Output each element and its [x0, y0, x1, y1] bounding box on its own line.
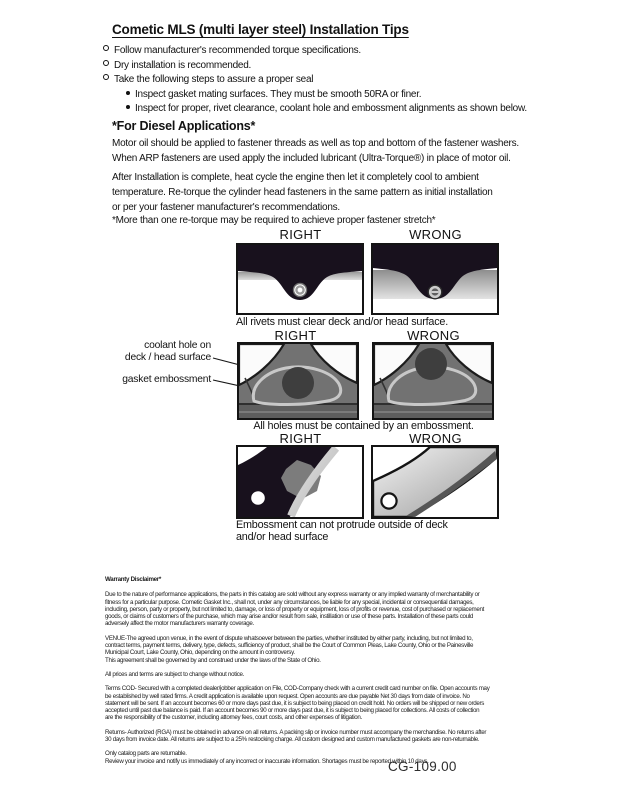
filled-bullet-icon: [126, 91, 130, 95]
text-line: After Installation is complete, heat cycle the engine then let it completely cool to ambient: [112, 172, 479, 183]
rivet-caption: All rivets must clear deck and/or head surface.: [236, 316, 449, 328]
text-line: VENUE-The agreed upon venue, in the event of dispute whatsoever between the parties, whether instituted by either party, including, but not limited to,: [105, 634, 473, 642]
prices-note: All prices and terms are subject to change without notice.: [105, 670, 245, 678]
open-bullet-icon: [103, 45, 109, 51]
text-line: deck / head surface: [124, 351, 211, 363]
installation-tips-list: [112, 44, 527, 117]
page-title: Cometic MLS (multi layer steel) Installation Tips: [112, 22, 409, 37]
text-line: coolant hole on: [144, 340, 211, 351]
text-line: goods, or claims of customers of the purchase, which may arise and/or result from sale, instillation or use of these parts. Installation of these parts could: [105, 613, 474, 621]
filled-bullet-icon: [126, 105, 130, 109]
diesel-applications-heading: *For Diesel Applications*: [112, 119, 256, 133]
coolant-caption: All holes must be contained by an embossment.: [253, 420, 474, 432]
list-item: [103, 59, 527, 74]
right-label: RIGHT: [274, 328, 317, 343]
text-line: statement will be sent. If an account becomes 60 or more days past due, it is subject to being placed on credit hold. No orders will be shipped or new orders: [105, 699, 485, 707]
text-line: including, person, party or property, but not limited to, damage, or loss of property or equipment, loss of profits or revenue, cost of purchased or replacement: [105, 605, 485, 613]
diagram-emboss-right-panel: [236, 445, 364, 519]
text-line: and/or head surface: [236, 531, 329, 544]
open-bullet-icon: [103, 74, 109, 80]
text-line: Review your invoice and notify us immediately of any incorrect or inaccurate information. Shortages must be reported within 10 days.: [105, 757, 429, 765]
text-line: Municipal Court, Lake County, Ohio, depending on the amount in controversy.: [105, 649, 295, 657]
wrong-label: WRONG: [407, 328, 460, 343]
returns-paragraph: [105, 729, 490, 744]
text-line: Only catalog parts are returnable.: [105, 750, 187, 758]
terms-paragraph: [105, 685, 490, 721]
warranty-paragraph: [105, 591, 490, 627]
diagram-rivet-right-panel: [236, 243, 364, 315]
text-line: 30 days from invoice date. All returns are subject to a 25% restocking charge. All custom designed and custom manufactured gaskets are non-returnable.: [105, 736, 480, 744]
gasket-embossment-label: gasket embossment: [122, 374, 211, 385]
text-line: Terms COD- Secured with a completed dealer/jobber application on File, COD-Company check with a current credit card number on file. Open accounts may: [105, 685, 490, 693]
venue-paragraph: [105, 635, 490, 664]
text-line: Embossment can not protrude outside of deck: [236, 519, 448, 531]
retorque-note: *More than one re-torque may be required to achieve proper fastener stretch*: [112, 215, 436, 226]
right-label: RIGHT: [279, 431, 322, 446]
list-item-text: Inspect for proper, rivet clearance, coolant hole and embossment alignments as shown below.: [135, 103, 527, 115]
warranty-heading: Warranty Disclaimer*: [105, 576, 162, 583]
diesel-paragraph-1: [112, 137, 519, 167]
wrong-label: WRONG: [409, 227, 462, 242]
diesel-paragraph-2: [112, 171, 493, 215]
text-line: This agreement shall be governed by and construed under the laws of the State of Ohio.: [105, 656, 321, 664]
text-line: temperature. Re-torque the cylinder head fasteners in the same pattern as initial installation: [112, 186, 493, 198]
list-item-text: Follow manufacturer's recommended torque specifications.: [114, 45, 361, 56]
open-bullet-icon: [103, 60, 109, 66]
text-line: are the responsibility of the customer, including attorney fees, court costs, and other expenses of litigation.: [105, 714, 362, 722]
list-item-text: Take the following steps to assure a proper seal: [114, 74, 314, 86]
text-line: contract terms, payment terms, delivery, type, defects, sufficiency of product, shall be the Court of Common Pleas, Lake County, Ohio or the Painesville: [105, 642, 474, 650]
diagram-emboss-wrong-panel: [371, 445, 499, 519]
text-line: Returns- Authorized (RGA) must be obtained in advance on all returns. A packing slip or invoice number must accompany the merchandise. No returns after: [105, 728, 487, 736]
diagram-coolant-right-panel: [237, 342, 359, 420]
right-label: RIGHT: [279, 227, 322, 242]
text-line: fitness for a particular purpose. Cometic Gasket Inc., shall not, under any circumstances, be liable for any special, incidental or consequential damages,: [105, 598, 474, 606]
emboss-caption: [236, 519, 448, 544]
warranty-disclaimer: [105, 576, 490, 772]
diagram-coolant-wrong-panel: [372, 342, 494, 420]
list-item: [103, 44, 527, 59]
text-line: Due to the nature of performance applications, the parts in this catalog are sold without any express warranty or any implied warranty of merchantability or: [105, 591, 480, 599]
text-line: accepted until past due balance is paid. If an account becomes 90 or more days past due, it is subject to being placed for collections. All costs of collection: [105, 707, 480, 715]
text-line: adversely affect the motor manufacturers warranty coverage.: [105, 620, 254, 628]
text-line: When ARP fasteners are used apply the included lubricant (Ultra-Torque®) in place of motor oil.: [112, 152, 511, 164]
coolant-hole-label: [93, 340, 211, 363]
text-line: be established by well rated firms. A credit application is available upon request. Open accounts are due payable Net 30 days from date of invoice. No: [105, 692, 470, 700]
diagram-rivet-wrong-panel: [371, 243, 499, 315]
page-code: CG-109.00: [388, 759, 457, 774]
list-item-text: Dry installation is recommended.: [114, 59, 252, 71]
list-item-text: Inspect gasket mating surfaces. They must be smooth 50RA or finer.: [135, 88, 422, 100]
text-line: or per your fastener manufacturer's recommendations.: [112, 201, 340, 213]
wrong-label: WRONG: [409, 431, 462, 446]
text-line: Motor oil should be applied to fastener threads as well as top and bottom of the fastener washers.: [112, 138, 519, 149]
list-item: [103, 73, 527, 88]
list-subitem: [126, 102, 527, 117]
list-subitem: [126, 88, 527, 103]
